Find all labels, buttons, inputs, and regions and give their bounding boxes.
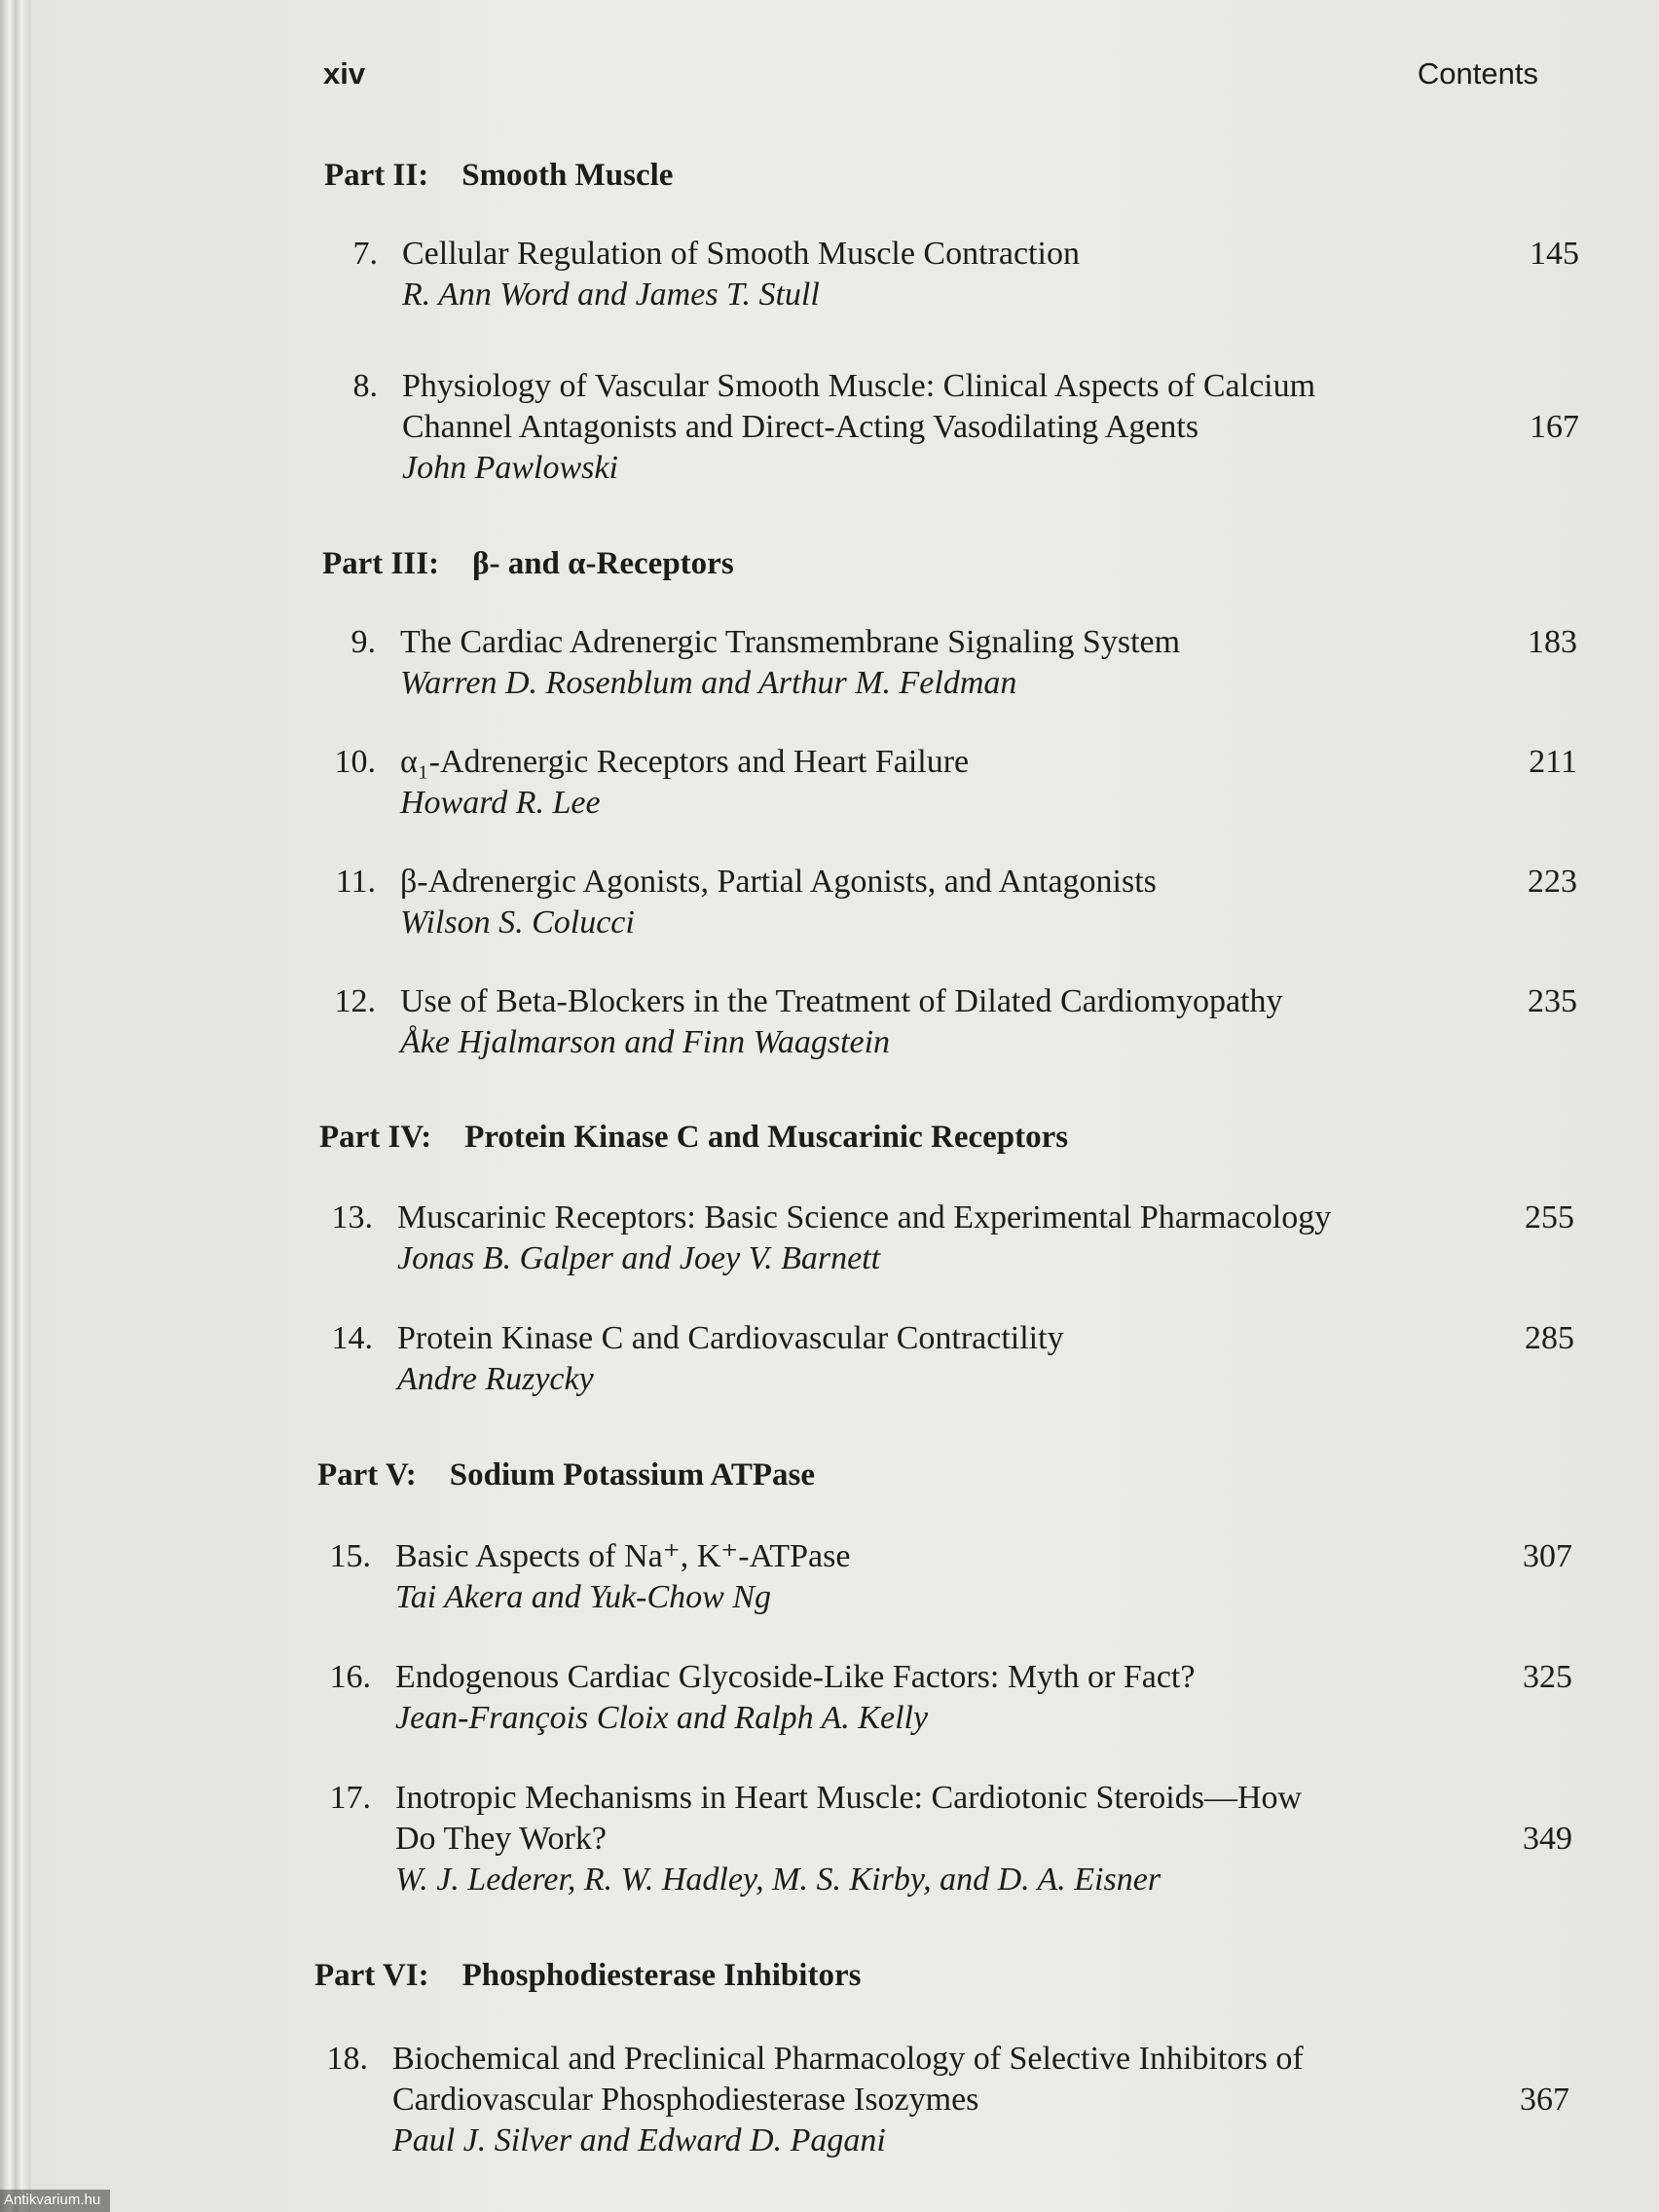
- chapter-page: 285: [1525, 1320, 1574, 1356]
- part-title: β- and α-Receptors: [472, 546, 734, 581]
- chapter-number: 11.: [335, 864, 376, 900]
- chapter-number: 13.: [331, 1199, 373, 1235]
- chapter-page: 367: [1520, 2082, 1569, 2118]
- chapter-authors: W. J. Lederer, R. W. Hadley, M. S. Kirby, and D. A. Eisner: [395, 1862, 1161, 1898]
- running-head: [321, 56, 1538, 99]
- chapter-authors: Jonas B. Galper and Joey V. Barnett: [397, 1240, 881, 1276]
- chapter-number: 17.: [329, 1780, 371, 1816]
- chapter-authors: R. Ann Word and James T. Stull: [402, 276, 820, 313]
- chapter-title-line-1: Physiology of Vascular Smooth Muscle: Clinical Aspects of Calcium: [402, 368, 1316, 404]
- chapter-authors: Andre Ruzycky: [397, 1361, 594, 1397]
- chapter-authors: Åke Hjalmarson and Finn Waagstein: [400, 1024, 891, 1060]
- chapter-number: 14.: [331, 1320, 373, 1356]
- part-number: Part IV:: [319, 1120, 432, 1155]
- chapter-authors: Tai Akera and Yuk-Chow Ng: [395, 1579, 772, 1615]
- chapter-title: α₁-Adrenergic Receptors and Heart Failure: [400, 744, 970, 780]
- chapter-page: 145: [1530, 236, 1579, 272]
- chapter-title: β-Adrenergic Agonists, Partial Agonists, and Antagonists: [400, 864, 1157, 900]
- chapter-authors: Jean-François Cloix and Ralph A. Kelly: [395, 1700, 929, 1736]
- chapter-number: 8.: [352, 368, 378, 404]
- chapter-title-line-1: Biochemical and Preclinical Pharmacology of Selective Inhibitors of: [392, 2041, 1304, 2077]
- chapter-page: 223: [1528, 864, 1577, 900]
- chapter-authors: Howard R. Lee: [400, 785, 601, 821]
- chapter-authors: Wilson S. Colucci: [400, 904, 635, 940]
- part-heading-4: [319, 1120, 1068, 1156]
- chapter-page: 307: [1523, 1538, 1572, 1574]
- part-title: Smooth Muscle: [461, 158, 674, 193]
- book-page-edges: [0, 0, 31, 2212]
- chapter-number: 18.: [326, 2041, 368, 2077]
- chapter-title-line-1: Inotropic Mechanisms in Heart Muscle: Cardiotonic Steroids—How: [395, 1780, 1303, 1816]
- part-number: Part VI:: [314, 1958, 429, 1993]
- chapter-title-line-2: Cardiovascular Phosphodiesterase Isozymes: [392, 2082, 979, 2118]
- watermark-credit: Antikvarium.hu: [0, 2190, 110, 2212]
- part-number: Part III:: [322, 546, 440, 581]
- part-number: Part II:: [324, 158, 429, 193]
- chapter-title: Basic Aspects of Na⁺, K⁺-ATPase: [395, 1538, 851, 1574]
- chapter-number: 9.: [350, 624, 376, 660]
- chapter-page: 325: [1523, 1659, 1572, 1695]
- part-heading-3: [322, 546, 734, 582]
- chapter-title-line-2: Do They Work?: [395, 1821, 607, 1857]
- chapter-title: Protein Kinase C and Cardiovascular Contractility: [397, 1320, 1064, 1356]
- chapter-number: 16.: [329, 1659, 371, 1695]
- chapter-page: 255: [1525, 1199, 1574, 1235]
- part-heading-6: [314, 1958, 861, 1994]
- chapter-number: 10.: [334, 744, 376, 780]
- part-title: Sodium Potassium ATPase: [449, 1457, 816, 1493]
- chapter-page: 183: [1528, 624, 1577, 660]
- part-number: Part V:: [317, 1457, 417, 1493]
- chapter-title-line-2: Channel Antagonists and Direct-Acting Vasodilating Agents: [402, 409, 1199, 445]
- part-heading-2: [324, 158, 673, 194]
- part-heading-5: [317, 1457, 815, 1493]
- chapter-title: Use of Beta-Blockers in the Treatment of Dilated Cardiomyopathy: [400, 983, 1283, 1019]
- part-title: Phosphodiesterase Inhibitors: [461, 1958, 862, 1993]
- chapter-page: 349: [1523, 1821, 1572, 1857]
- chapter-number: 7.: [352, 236, 378, 272]
- chapter-number: 15.: [329, 1538, 371, 1574]
- chapter-title: Cellular Regulation of Smooth Muscle Contraction: [402, 236, 1080, 272]
- page-folio: xiv: [323, 56, 366, 91]
- chapter-page: 167: [1530, 409, 1579, 445]
- chapter-title: Muscarinic Receptors: Basic Science and Experimental Pharmacology: [397, 1199, 1332, 1235]
- chapter-number: 12.: [334, 983, 376, 1019]
- chapter-title: The Cardiac Adrenergic Transmembrane Signaling System: [400, 624, 1181, 660]
- chapter-title: Endogenous Cardiac Glycoside-Like Factors: Myth or Fact?: [395, 1659, 1196, 1695]
- chapter-page: 211: [1529, 744, 1577, 780]
- chapter-authors: Warren D. Rosenblum and Arthur M. Feldman: [400, 665, 1017, 701]
- chapter-authors: John Pawlowski: [402, 450, 618, 486]
- running-title: Contents: [1417, 56, 1538, 91]
- part-title: Protein Kinase C and Muscarinic Receptors: [464, 1120, 1069, 1155]
- chapter-authors: Paul J. Silver and Edward D. Pagani: [392, 2122, 886, 2158]
- chapter-page: 235: [1528, 983, 1577, 1019]
